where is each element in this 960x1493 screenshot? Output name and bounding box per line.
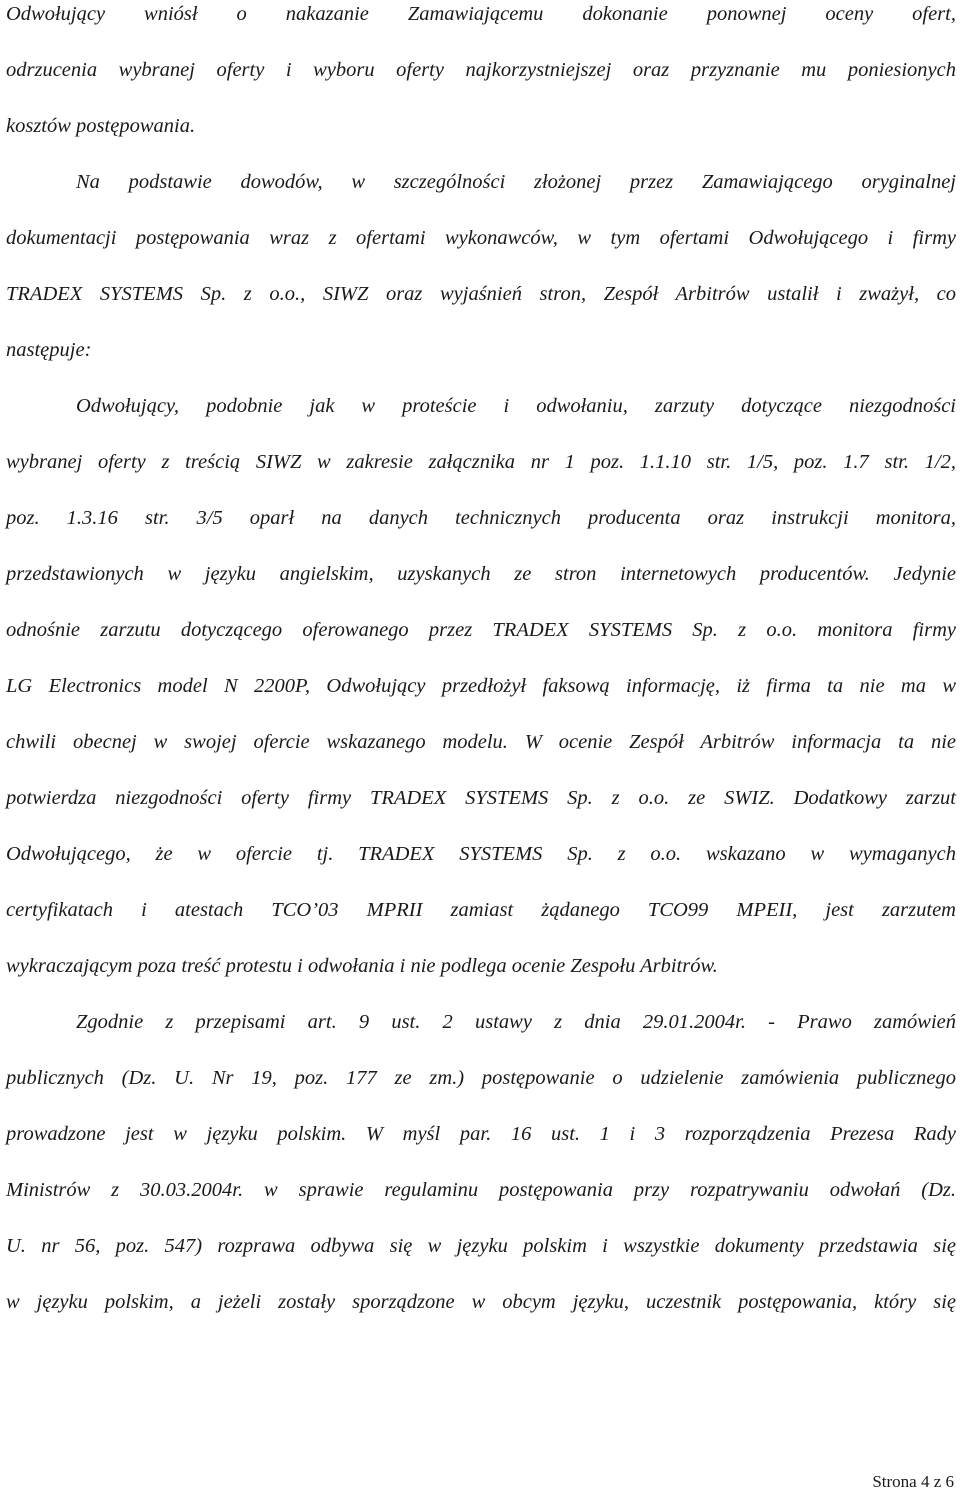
text-line: U. nr 56, poz. 547) rozprawa odbywa się w języku polskim i wszystkie dokumenty przedstawia się	[6, 1235, 956, 1257]
text-line: chwili obecnej w swojej ofercie wskazanego modelu. W ocenie Zespół Arbitrów informacja ta nie	[6, 731, 956, 753]
text-line: Odwołującego, że w ofercie tj. TRADEX SYSTEMS Sp. z o.o. wskazano w wymaganych	[6, 843, 956, 865]
text-line: kosztów postępowania.	[6, 115, 196, 137]
text-line: poz. 1.3.16 str. 3/5 oparł na danych technicznych producenta oraz instrukcji monitora,	[6, 507, 956, 529]
text-line: odnośnie zarzutu dotyczącego oferowanego przez TRADEX SYSTEMS Sp. z o.o. monitora firmy	[6, 619, 956, 641]
text-line: wybranej oferty z treścią SIWZ w zakresie załącznika nr 1 poz. 1.1.10 str. 1/5, poz. 1.7 str. 1/2,	[6, 451, 956, 473]
text-line: prowadzone jest w języku polskim. W myśl par. 16 ust. 1 i 3 rozporządzenia Prezesa Rady	[6, 1123, 956, 1145]
text-line: publicznych (Dz. U. Nr 19, poz. 177 ze zm.) postępowanie o udzielenie zamówienia publicznego	[6, 1067, 956, 1089]
text-line: Odwołujący wniósł o nakazanie Zamawiającemu dokonanie ponownej oceny ofert,	[6, 3, 956, 25]
text-line: w języku polskim, a jeżeli zostały sporządzone w obcym języku, uczestnik postępowania, który się	[6, 1291, 956, 1313]
text-line: TRADEX SYSTEMS Sp. z o.o., SIWZ oraz wyjaśnień stron, Zespół Arbitrów ustalił i zważył, co	[6, 283, 956, 305]
page-number: Strona 4 z 6	[872, 1472, 954, 1491]
text-line: Ministrów z 30.03.2004r. w sprawie regulaminu postępowania przy rozpatrywaniu odwołań (Dz.	[6, 1179, 956, 1201]
text-line: dokumentacji postępowania wraz z ofertami wykonawców, w tym ofertami Odwołującego i firmy	[6, 227, 956, 249]
text-line: LG Electronics model N 2200P, Odwołujący przedłożył faksową informację, iż firma ta nie ma w	[6, 675, 956, 697]
text-line: następuje:	[6, 339, 92, 361]
text-line: certyfikatach i atestach TCO’03 MPRII zamiast żądanego TCO99 MPEII, jest zarzutem	[6, 899, 956, 921]
text-line: Zgodnie z przepisami art. 9 ust. 2 ustawy z dnia 29.01.2004r. - Prawo zamówień	[76, 1011, 956, 1033]
text-line: Na podstawie dowodów, w szczególności złożonej przez Zamawiającego oryginalnej	[76, 171, 956, 193]
text-line: przedstawionych w języku angielskim, uzyskanych ze stron internetowych producentów. Jedynie	[6, 563, 956, 585]
text-line: potwierdza niezgodności oferty firmy TRADEX SYSTEMS Sp. z o.o. ze SWIZ. Dodatkowy zarzut	[6, 787, 956, 809]
text-line: wykraczającym poza treść protestu i odwołania i nie podlega ocenie Zespołu Arbitrów.	[6, 955, 718, 977]
text-line: Odwołujący, podobnie jak w proteście i odwołaniu, zarzuty dotyczące niezgodności	[76, 395, 956, 417]
text-line: odrzucenia wybranej oferty i wyboru oferty najkorzystniejszej oraz przyznanie mu poniesionych	[6, 59, 956, 81]
